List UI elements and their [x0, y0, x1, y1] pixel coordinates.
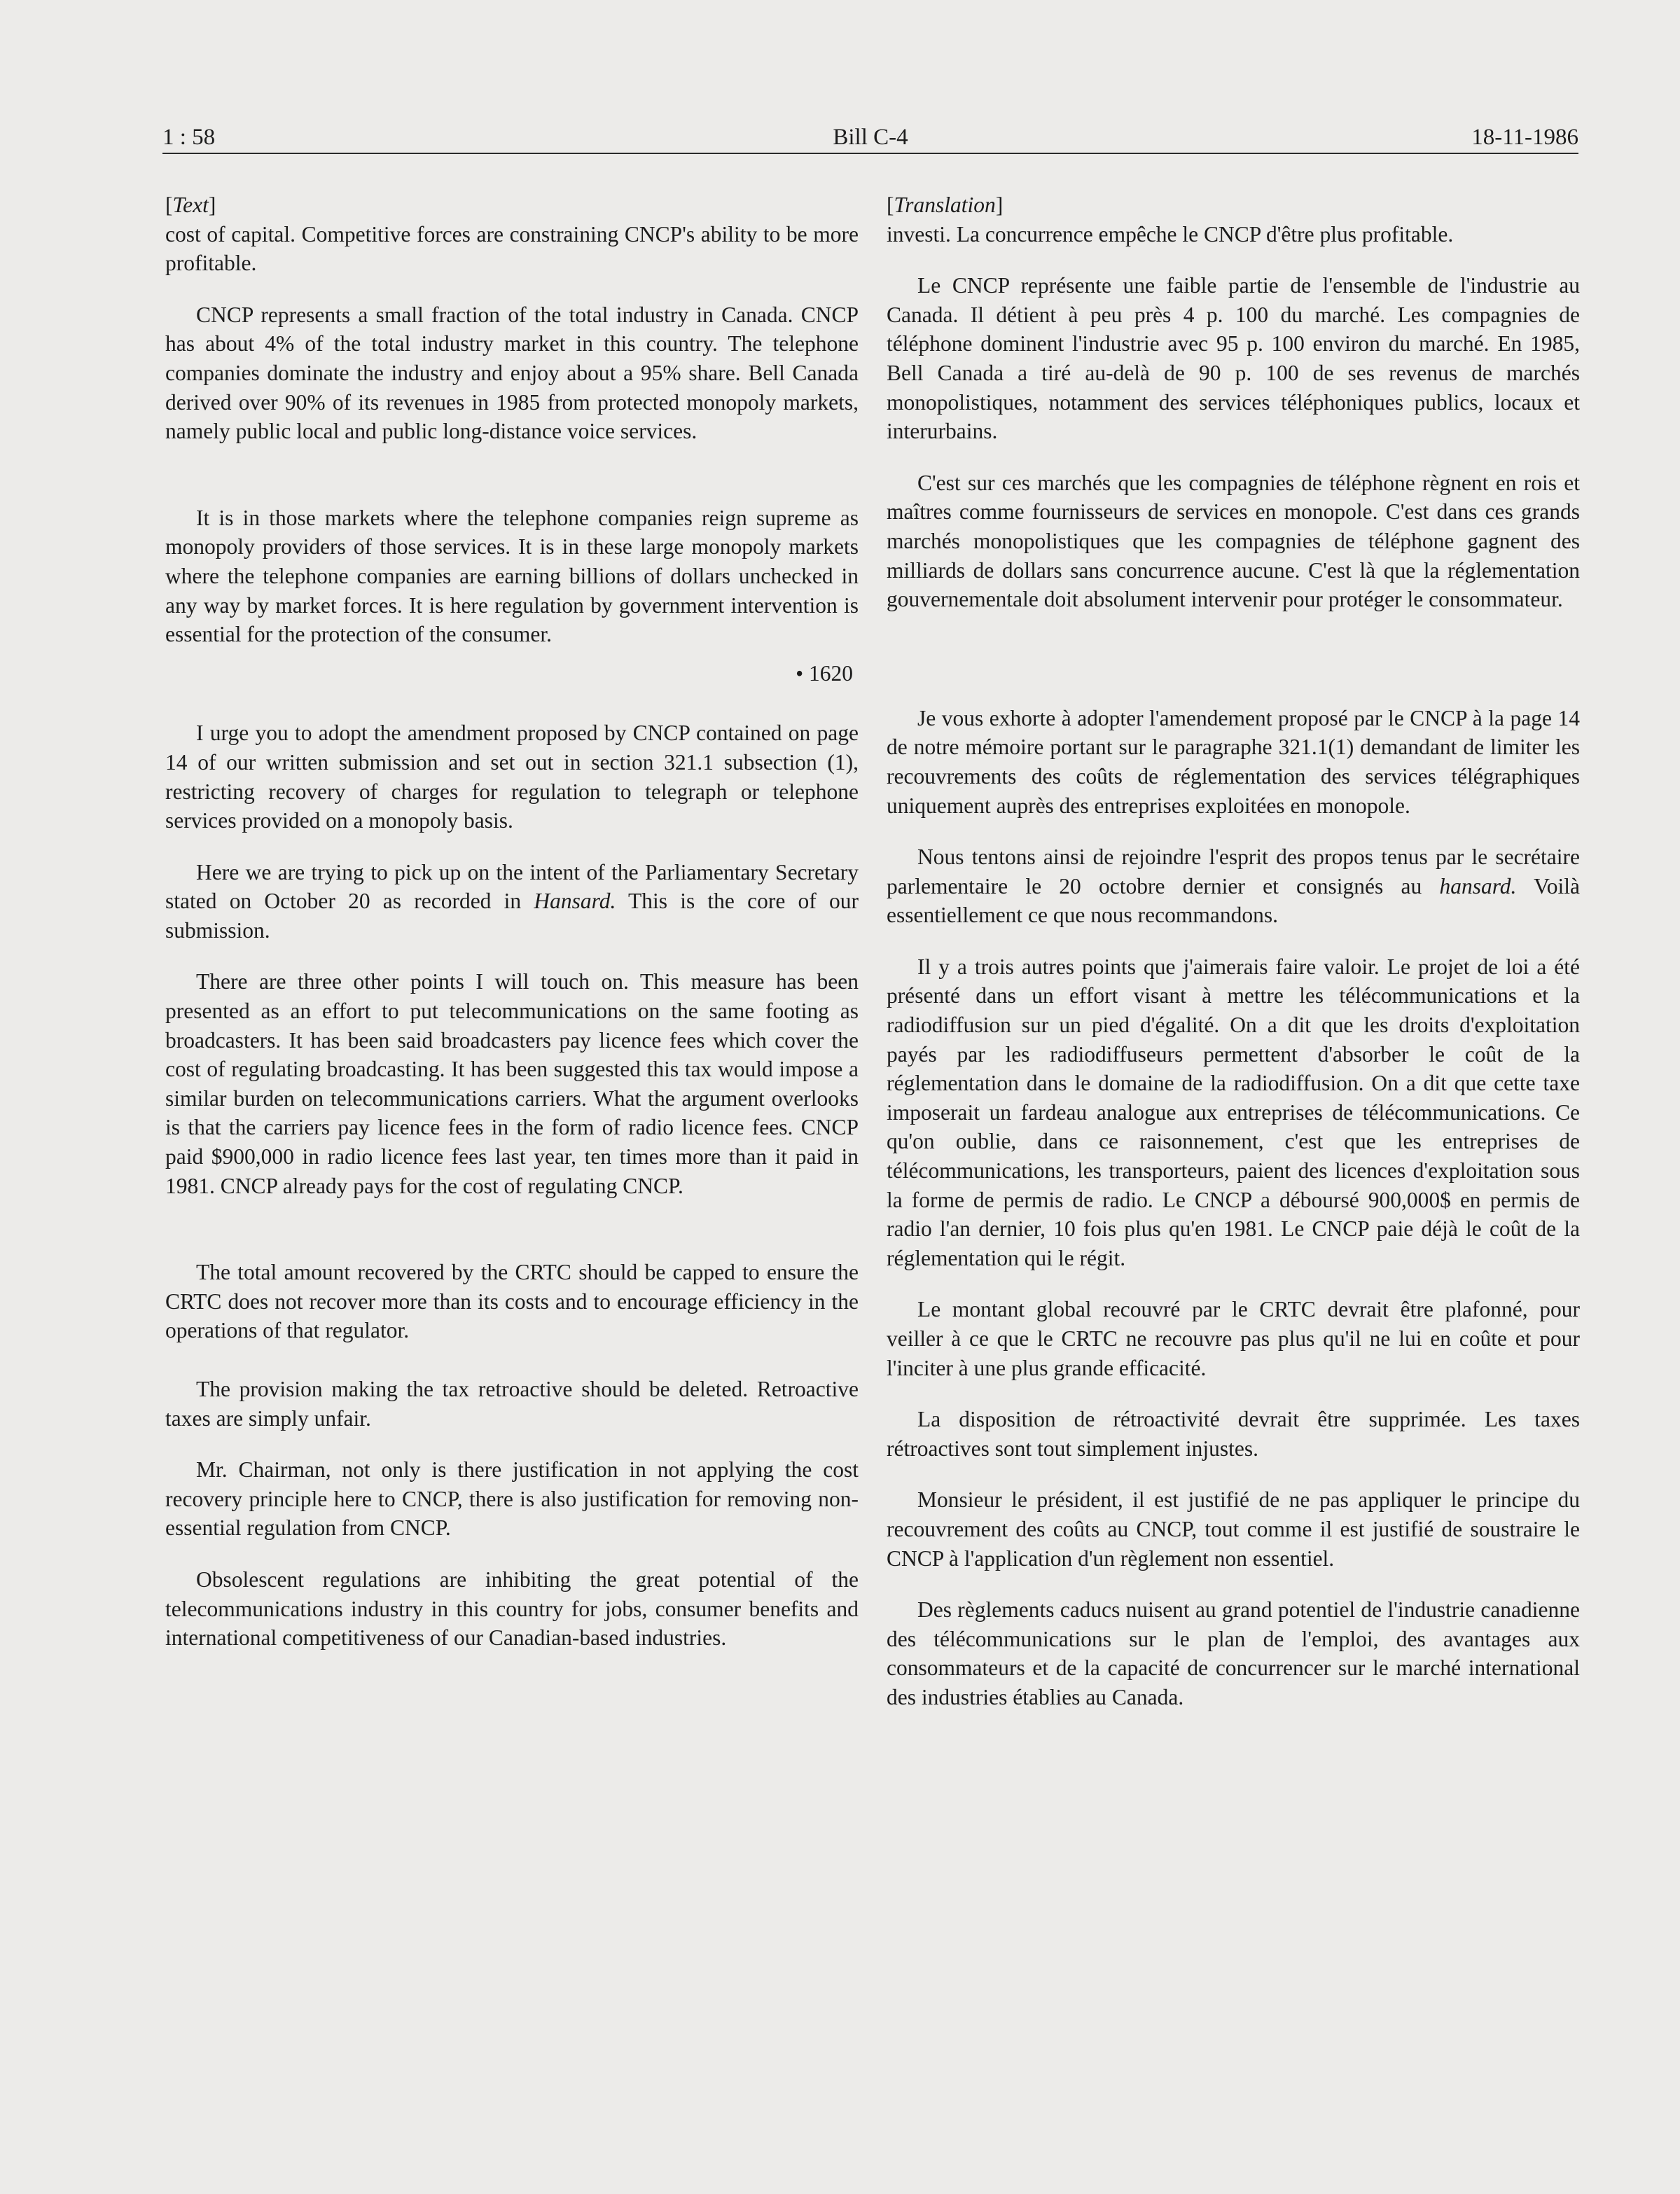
paragraph: La disposition de rétroactivité devrait être supprimée. Les taxes rétroactives sont tout simplement injustes.	[887, 1407, 1580, 1461]
label-translation: Translation	[894, 193, 996, 217]
paragraph: Obsolescent regulations are inhibiting the great potential of the telecommunications industry in this country for jobs, consumer benefits and international competitiveness of our Canadian-based industries.	[165, 1567, 859, 1651]
paragraph: investi. La concurrence empêche le CNCP d'être plus profitable.	[887, 221, 1454, 247]
paragraph: Il y a trois autres points que j'aimerais faire valoir. Le projet de loi a été présenté dans un effort visant à mettre les télécommunications et la radiodiffusion sur un pied d'égalité. On a dit que les droits d'exploitation payés par les radiodiffuseurs permettent d'absorber le coût de la réglementation dans le domaine de la radiodiffusion. On a dit que cette taxe imposerait un fardeau analogue aux entreprises de télécommunications. Ce qu'on oublie, dans ce raisonnement, c'est que les entreprises de télécommunications, les transporteurs, paient des licences d'exploitation sous la forme de permis de radio. Le CNCP a déboursé 900,000$ en permis de radio l'an dernier, 10 fois plus qu'en 1981. Le CNCP paie déjà le coût de la réglementation qui le régit.	[887, 954, 1580, 1270]
label-text: Text	[172, 193, 209, 217]
column-label-translation: [Translation]	[887, 193, 1004, 217]
page-number: 1 : 58	[162, 125, 216, 150]
hansard-citation: hansard.	[1439, 873, 1517, 898]
english-column	[165, 190, 859, 1653]
column-label-text: [Text]	[165, 193, 216, 217]
paragraph: I urge you to adopt the amendment proposed by CNCP contained on page 14 of our written submission and set out in section 321.1 subsection (1), restricting recovery of charges for regulation to telegraph or telephone services provided on a monopoly basis.	[165, 721, 859, 833]
bill-title: Bill C-4	[833, 125, 908, 150]
paragraph: cost of capital. Competitive forces are constraining CNCP's ability to be more profitable.	[165, 221, 859, 276]
paragraph: C'est sur ces marchés que les compagnies de téléphone règnent en rois et maîtres comme fournisseurs de services en monopole. C'est dans ces grands marchés monopolistiques que les compagnies de téléphone gagnent des milliards de dollars sans concurrence aucune. C'est là que la réglementation gouvernementale doit absolument intervenir pour protéger le consommateur.	[887, 470, 1580, 612]
page-header	[162, 120, 1578, 154]
paragraph: It is in those markets where the telephone companies reign supreme as monopoly providers of those services. It is in these large monopoly markets where the telephone companies are earning billions of dollars unchecked in any way by market forces. It is here regulation by government intervention is essential for the protection of the consumer.	[165, 505, 859, 647]
header-date: 18-11-1986	[1471, 125, 1578, 150]
header-rule	[162, 153, 1578, 154]
paragraph: Monsieur le président, il est justifié de ne pas appliquer le principe du recouvrement des coûts au CNCP, tout comme il est justifié de soustraire le CNCP à l'application d'un règlement non essentiel.	[887, 1487, 1580, 1571]
paragraph: Je vous exhorte à adopter l'amendement proposé par le CNCP à la page 14 de notre mémoire portant sur le paragraphe 321.1(1) demandant de limiter les recouvrements des coûts de réglementation des services télégraphiques uniquement auprès des entreprises exploitées en monopole.	[887, 705, 1580, 818]
paragraph: The total amount recovered by the CRTC should be capped to ensure the CRTC does not recover more than its costs and to encourage efficiency in the operations of that regulator.	[165, 1260, 859, 1343]
paragraph: Nous tentons ainsi de rejoindre l'esprit des propos tenus par le secrétaire parlementaire le 20 octobre dernier et consignés au hansard. Voilà essentiellement ce que nous recommandons.	[887, 845, 1581, 928]
hansard-citation: Hansard.	[534, 889, 616, 914]
paragraph: Le montant global recouvré par le CRTC devrait être plafonné, pour veiller à ce que le CRTC ne recouvre pas plus qu'il ne lui en coûte et pour l'inciter à une plus grande efficacité.	[887, 1297, 1580, 1380]
time-marker: • 1620	[796, 660, 853, 686]
paragraph: The provision making the tax retroactive should be deleted. Retroactive taxes are simply unfair.	[165, 1377, 859, 1431]
paragraph: Des règlements caducs nuisent au grand potentiel de l'industrie canadienne des télécommunications sur le plan de l'emploi, des avantages aux consommateurs et de la capacité de concurrencer sur le marché international des industries établies au Canada.	[887, 1597, 1580, 1709]
paragraph: Le CNCP représente une faible partie de l'ensemble de l'industrie au Canada. Il détient à peu près 4 p. 100 du marché. Les compagnies de téléphone dominent l'industrie avec 95 p. 100 environ du marché. En 1985, Bell Canada a tiré au-delà de 90 p. 100 de ses revenus de marchés monopolistiques, notamment des services téléphoniques publics, locaux et interurbains.	[887, 273, 1580, 444]
french-column	[887, 190, 1580, 1712]
paragraph: CNCP represents a small fraction of the total industry in Canada. CNCP has about 4% of the total industry market in this country. The telephone companies dominate the industry and enjoy about a 95% share. Bell Canada derived over 90% of its revenues in 1985 from protected monopoly markets, namely public local and public long-distance voice services.	[165, 302, 859, 444]
paragraph: There are three other points I will touch on. This measure has been presented as an effort to put telecommunications on the same footing as broadcasters. It has been said broadcasters pay licence fees which cover the cost of regulating broadcasting. It has been suggested this tax would impose a similar burden on telecommunications carriers. What the argument overlooks is that the carriers pay licence fees in the form of radio licence fees. CNCP paid $900,000 in radio licence fees last year, ten times more than it paid in 1981. CNCP already pays for the cost of regulating CNCP.	[165, 969, 859, 1198]
paragraph: Mr. Chairman, not only is there justification in not applying the cost recovery principle here to CNCP, there is also justification for removing non-essential regulation from CNCP.	[165, 1457, 859, 1541]
paragraph: Here we are trying to pick up on the intent of the Parliamentary Secretary stated on October 20 as recorded in Hansard. This is the core of our submission.	[165, 859, 859, 943]
